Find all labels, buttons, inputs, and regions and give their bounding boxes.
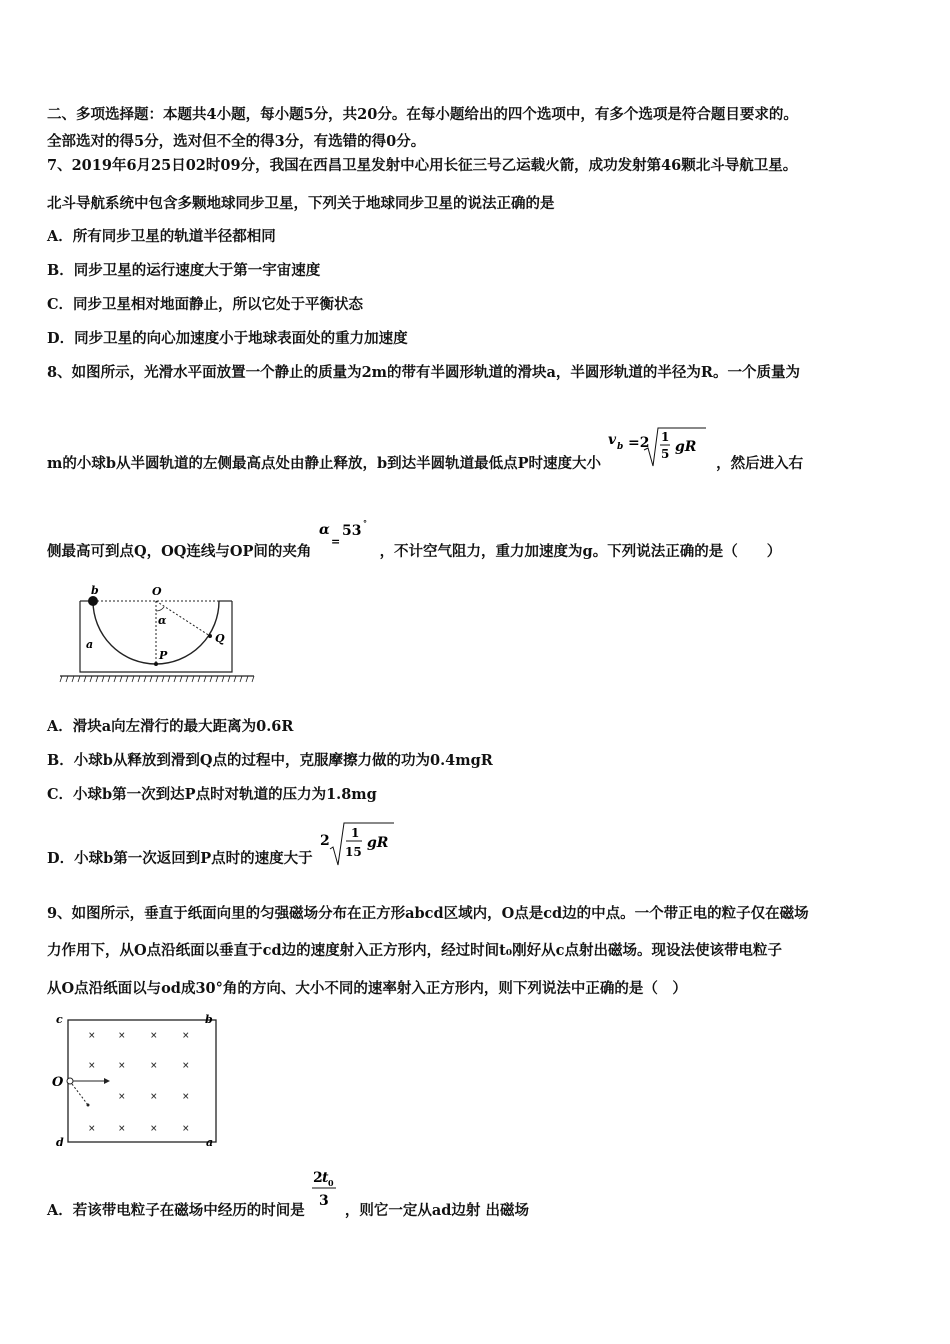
label-a: a — [206, 1136, 214, 1149]
time-formula-svg — [310, 1169, 340, 1219]
q8-line2-text: m的小球b从半圆轨道的左侧最高点处由静止释放，b到达半圆轨道最低点P时速度大小 — [47, 455, 602, 472]
svg-text:×: × — [150, 1092, 158, 1102]
svg-text:15: 15 — [344, 845, 362, 859]
q7-option-d: D．同步卫星的向心加速度小于地球表面处的重力加速度 — [47, 330, 408, 347]
q7-stem-line2: 北斗导航系统中包含多颗地球同步卫星，下列关于地球同步卫星的说法正确的是 — [47, 195, 555, 212]
svg-text:×: × — [182, 1124, 190, 1134]
label-b: b — [91, 584, 99, 597]
svg-text:3: 3 — [318, 1193, 329, 1209]
q9-figure — [46, 1010, 236, 1150]
q8-option-a: A．滑块a向左滑行的最大距离为0.6R — [47, 718, 294, 735]
label-a: a — [86, 638, 94, 651]
q8-line3-text: 侧最高可到点Q，OQ连线与OP间的夹角 — [47, 543, 312, 560]
ball-b — [88, 596, 98, 606]
svg-text:×: × — [150, 1124, 158, 1134]
svg-text:gR: gR — [366, 835, 389, 851]
speed-formula — [318, 826, 396, 863]
q8-option-d — [47, 826, 396, 868]
svg-text:×: × — [182, 1092, 190, 1102]
angle-formula — [317, 518, 375, 556]
svg-text:×: × — [118, 1092, 126, 1102]
q8-option-b: B．小球b从释放到滑到Q点的过程中，克服摩擦力做的功为0.4mgR — [47, 752, 493, 769]
q9-option-a-text: A．若该带电粒子在磁场中经历的时间是 — [47, 1202, 305, 1219]
svg-text:b: b — [617, 442, 624, 452]
q9-option-a-tail: ，则它一定从ad边射 出磁场 — [344, 1202, 529, 1219]
svg-text:=2: =2 — [628, 435, 650, 451]
label-o: O — [152, 585, 162, 598]
svg-text:×: × — [118, 1061, 126, 1071]
q7-option-b: B．同步卫星的运行速度大于第一宇宙速度 — [47, 262, 321, 279]
svg-text:×: × — [118, 1031, 126, 1041]
q8-stem-line2 — [47, 430, 804, 473]
svg-text:2: 2 — [312, 1170, 323, 1186]
svg-text:53: 53 — [341, 523, 361, 539]
label-q: Q — [215, 632, 225, 645]
q9-option-a — [47, 1170, 529, 1220]
svg-text:1: 1 — [350, 826, 360, 840]
svg-text:=: = — [330, 535, 340, 548]
svg-text:5: 5 — [661, 447, 670, 461]
svg-text:×: × — [88, 1031, 96, 1041]
q8-figure — [58, 584, 258, 684]
label-d: d — [56, 1136, 64, 1149]
angle-formula-svg — [317, 518, 375, 558]
section-heading-line1: 二、多项选择题：本题共4小题，每小题5分，共20分。在每小题给出的四个选项中，有多个选项是符合题目要求的。 — [47, 106, 798, 123]
svg-text:×: × — [182, 1031, 190, 1041]
velocity-formula-svg — [606, 422, 711, 478]
label-c: c — [56, 1013, 63, 1026]
label-alpha: α — [158, 614, 167, 627]
q9-stem-line1: 9、如图所示，垂直于纸面向里的匀强磁场分布在正方形abcd区域内，O点是cd边的中点。一个带正电的粒子仅在磁场 — [47, 905, 809, 922]
label-p: P — [159, 649, 168, 662]
svg-text:gR: gR — [675, 439, 697, 455]
time-formula — [310, 1170, 340, 1215]
speed-formula-svg — [318, 819, 396, 871]
q8-line2-tail: ，然后进入右 — [716, 455, 804, 472]
svg-text:×: × — [150, 1031, 158, 1041]
q8-option-d-text: D．小球b第一次返回到P点时的速度大于 — [47, 850, 313, 867]
svg-text:×: × — [88, 1124, 96, 1134]
q9-stem-line3: 从O点沿纸面以与od成30°角的方向、大小不同的速率射入正方形内，则下列说法中正确的是（ ） — [47, 980, 687, 997]
q9-stem-line2: 力作用下，从O点沿纸面以垂直于cd边的速度射入正方形内，经过时间t₀刚好从c点射出磁场。现设法使该带电粒子 — [47, 942, 782, 959]
svg-text:0: 0 — [327, 1178, 334, 1188]
svg-text:°: ° — [362, 518, 367, 528]
q8-option-c: C．小球b第一次到达P点时对轨道的压力为1.8mg — [47, 786, 377, 803]
svg-text:2: 2 — [319, 833, 330, 849]
q7-option-a: A．所有同步卫星的轨道半径都相同 — [47, 228, 276, 245]
q7-option-c: C．同步卫星相对地面静止，所以它处于平衡状态 — [47, 296, 364, 313]
svg-text:×: × — [88, 1061, 96, 1071]
svg-text:×: × — [118, 1124, 126, 1134]
svg-text:×: × — [182, 1061, 190, 1071]
svg-text:×: × — [150, 1061, 158, 1071]
svg-text:α: α — [318, 522, 330, 538]
svg-text:t: t — [321, 1170, 329, 1186]
label-o: O — [52, 1075, 64, 1090]
section-heading-line2: 全部选对的得5分，选对但不全的得3分，有选错的得0分。 — [47, 133, 426, 150]
q8-line3-tail: ，不计空气阻力，重力加速度为g。下列说法正确的是（ ） — [379, 543, 782, 560]
q7-stem-line1: 7、2019年6月25日02时09分，我国在西昌卫星发射中心用长征三号乙运载火箭，成功发射第46颗北斗导航卫星。 — [47, 157, 798, 174]
label-b: b — [205, 1013, 213, 1026]
q8-stem-line1: 8、如图所示，光滑水平面放置一个静止的质量为2m的带有半圆形轨道的滑块a，半圆形轨道的半径为R。一个质量为 — [47, 364, 800, 381]
q8-stem-line3 — [47, 518, 782, 561]
svg-text:1: 1 — [661, 430, 670, 444]
velocity-formula — [606, 430, 711, 468]
svg-text:v: v — [608, 432, 617, 448]
